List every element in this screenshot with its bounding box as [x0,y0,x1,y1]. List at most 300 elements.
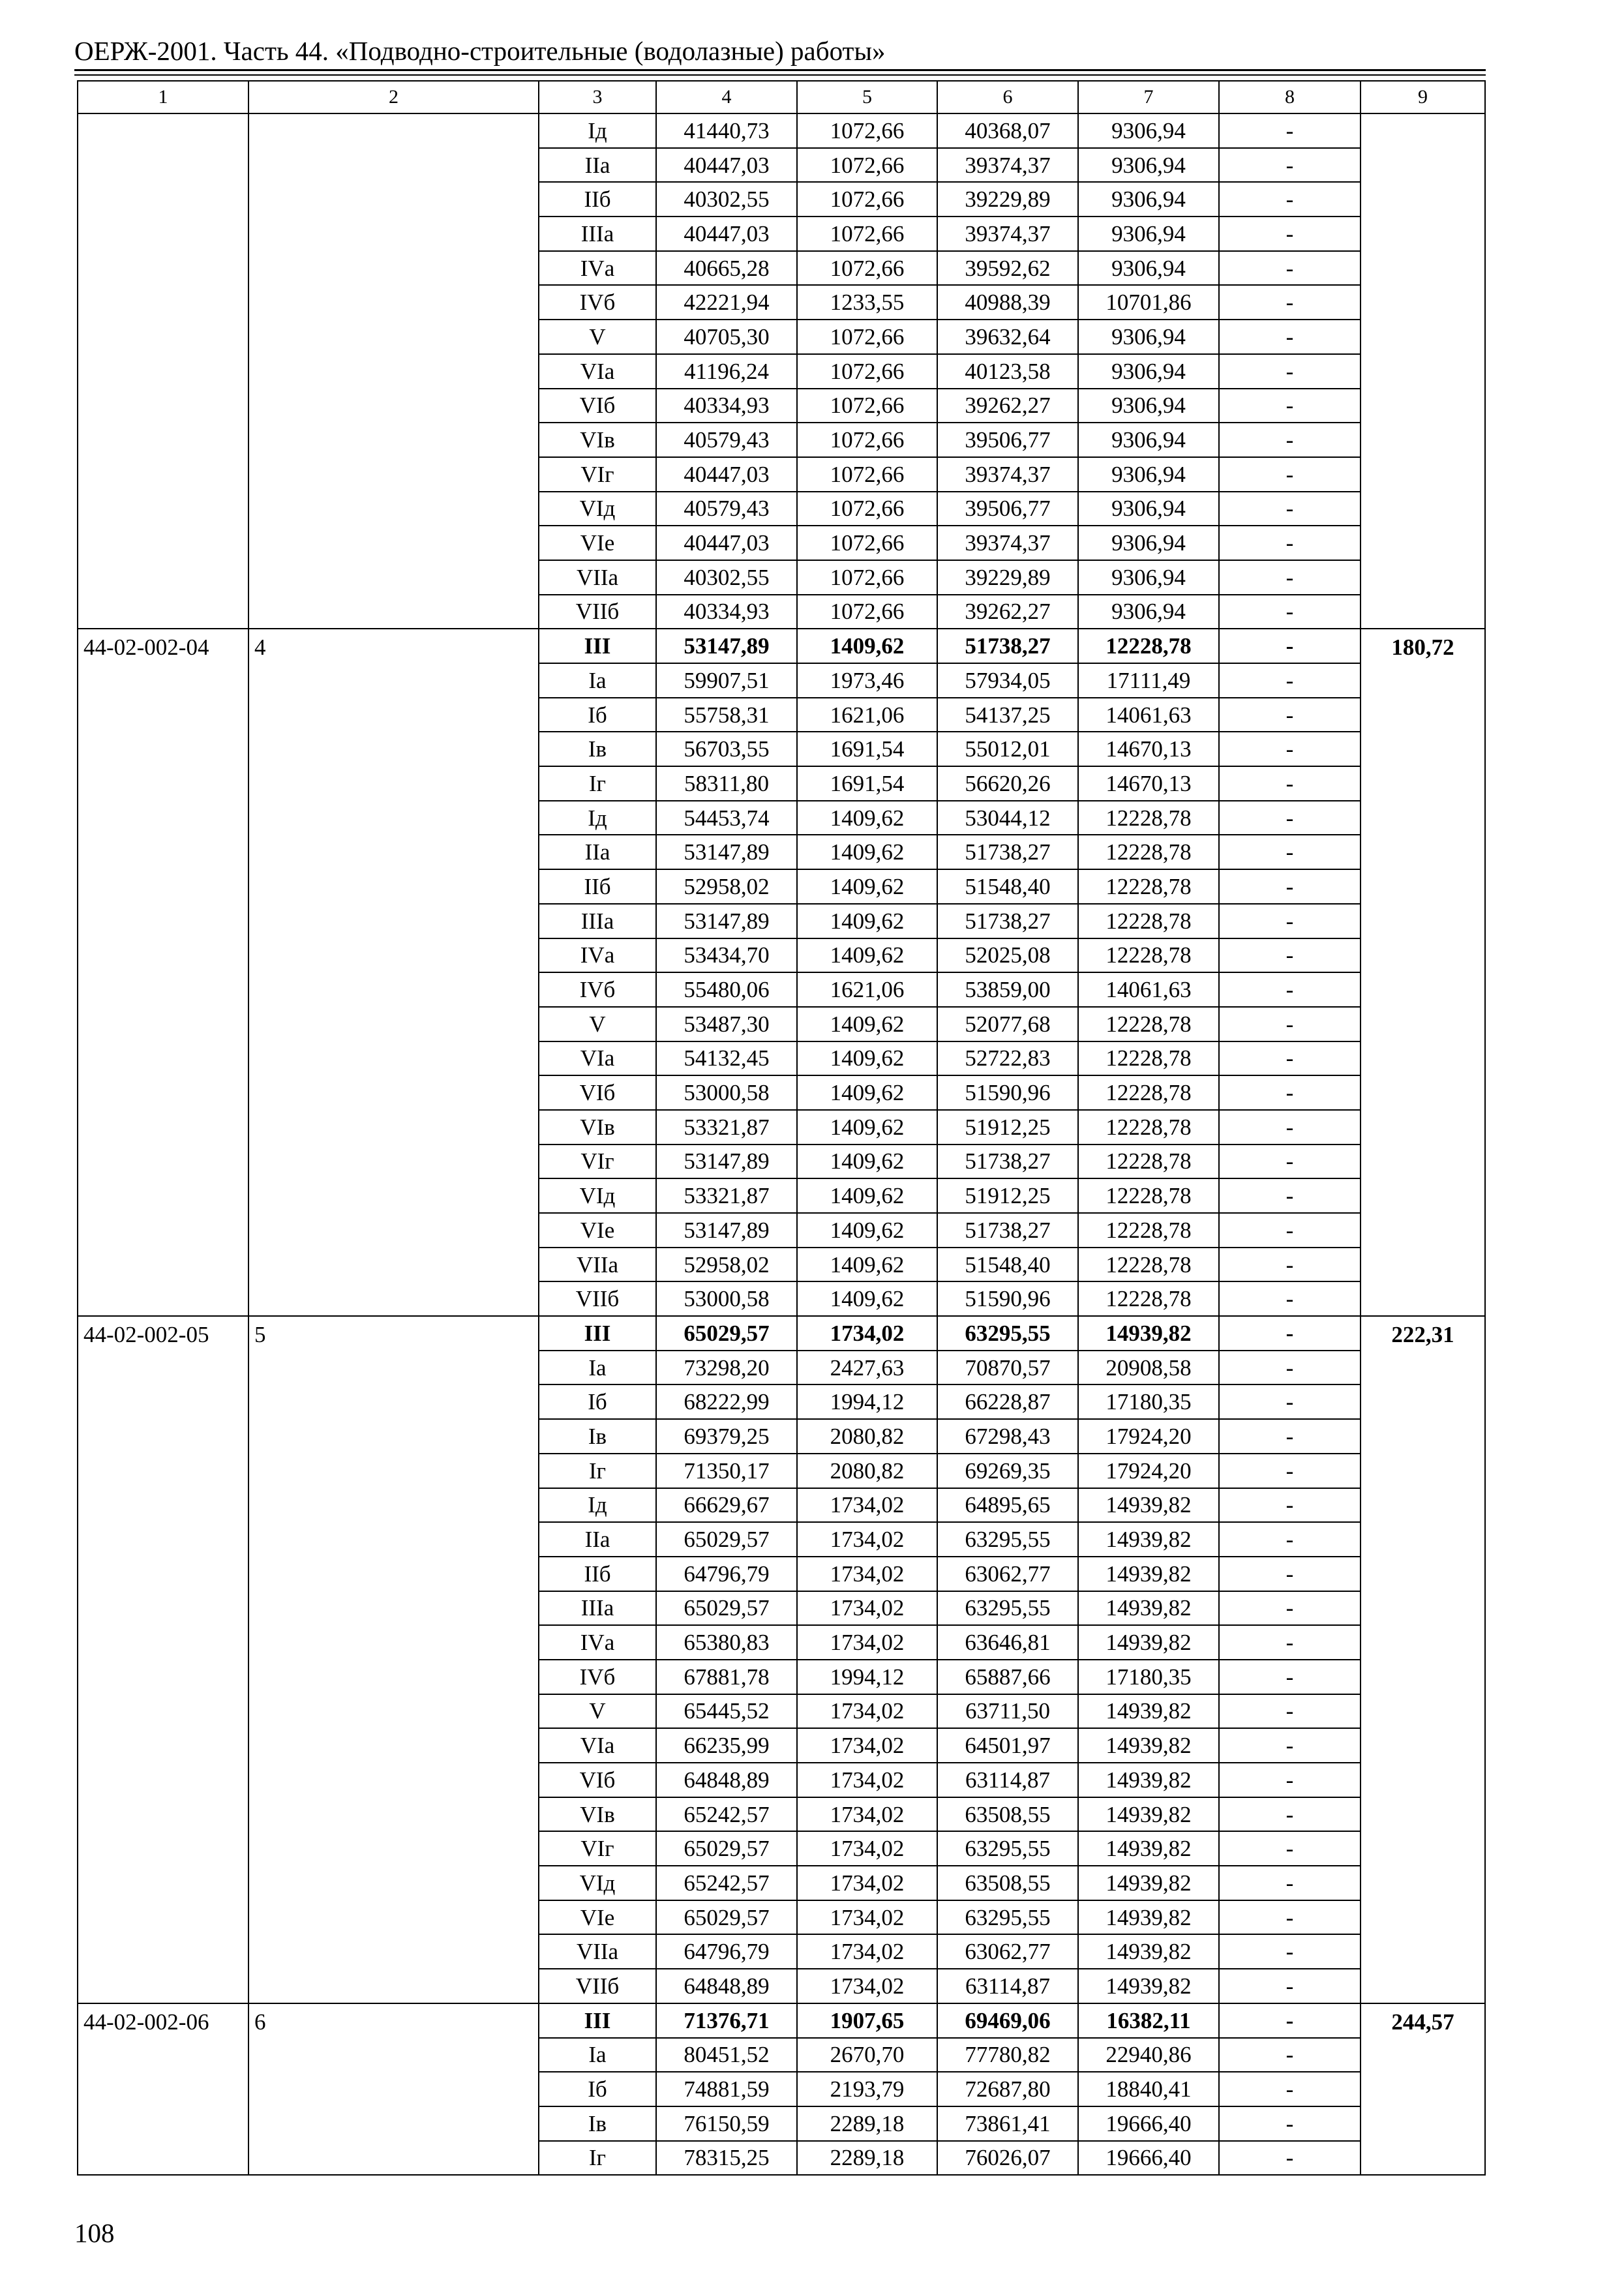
machine-cost-cell: 56620,26 [937,766,1078,801]
driver-wages-cell: 12228,78 [1078,1213,1219,1248]
wages-cell: 1409,62 [797,1110,937,1144]
driver-wages-cell: 9306,94 [1078,148,1219,183]
zone-cell: VIе [539,526,656,560]
materials-cell: - [1219,354,1361,389]
zone-cell: Iб [539,1384,656,1419]
wages-cell: 1409,62 [797,904,937,938]
zone-cell: Iв [539,1419,656,1454]
total-cost-cell: 53321,87 [656,1178,797,1213]
wages-cell: 1072,66 [797,457,937,492]
wages-cell: 1734,02 [797,1625,937,1660]
zone-cell: Iг [539,766,656,801]
materials-cell: - [1219,1351,1361,1385]
materials-cell: - [1219,1041,1361,1076]
materials-cell: - [1219,1900,1361,1935]
driver-wages-cell: 9306,94 [1078,320,1219,354]
zone-cell: Iг [539,2141,656,2176]
driver-wages-cell: 12228,78 [1078,1075,1219,1110]
page-title: ОЕРЖ-2001. Часть 44. «Подводно-строительные (водолазные) работы» [74,36,886,66]
wages-cell: 1409,62 [797,835,937,869]
wages-cell: 1409,62 [797,1007,937,1041]
total-cost-cell: 40705,30 [656,320,797,354]
driver-wages-cell: 14939,82 [1078,1625,1219,1660]
wages-cell: 1973,46 [797,663,937,698]
total-cost-cell: 55758,31 [656,698,797,732]
driver-wages-cell: 9306,94 [1078,595,1219,629]
zone-cell: VIа [539,1041,656,1076]
materials-cell: - [1219,1419,1361,1454]
driver-wages-cell: 12228,78 [1078,629,1219,663]
machine-cost-cell: 63508,55 [937,1866,1078,1900]
machine-cost-cell: 52722,83 [937,1041,1078,1076]
materials-cell: - [1219,904,1361,938]
driver-wages-cell: 12228,78 [1078,1281,1219,1316]
driver-wages-cell: 17111,49 [1078,663,1219,698]
driver-wages-cell: 14939,82 [1078,1728,1219,1763]
machine-cost-cell: 72687,80 [937,2072,1078,2106]
machine-cost-cell: 77780,82 [937,2038,1078,2072]
page-number: 108 [74,2218,115,2248]
wages-cell: 2193,79 [797,2072,937,2106]
total-cost-cell: 68222,99 [656,1384,797,1419]
machine-cost-cell: 63114,87 [937,1969,1078,2003]
machine-cost-cell: 39592,62 [937,251,1078,286]
zone-cell: Iв [539,2106,656,2141]
rate-name: 4 [248,629,539,1316]
machine-cost-cell: 63295,55 [937,1522,1078,1557]
materials-cell: - [1219,182,1361,217]
machine-cost-cell: 63062,77 [937,1934,1078,1969]
column-header: 8 [1219,81,1361,113]
driver-wages-cell: 14939,82 [1078,1900,1219,1935]
zone-cell: IIIа [539,1591,656,1626]
wages-cell: 1734,02 [797,1591,937,1626]
materials-cell: - [1219,423,1361,457]
rate-code: 44-02-002-06 [78,2003,248,2175]
zone-cell: IIа [539,1522,656,1557]
rate-name: 5 [248,1316,539,2003]
materials-cell: - [1219,1763,1361,1797]
zone-cell: Iг [539,1454,656,1488]
materials-cell: - [1219,2141,1361,2176]
materials-cell: - [1219,1454,1361,1488]
wages-cell: 1621,06 [797,972,937,1007]
zone-cell: III [539,2003,656,2038]
driver-wages-cell: 14939,82 [1078,1763,1219,1797]
driver-wages-cell: 14061,63 [1078,972,1219,1007]
total-cost-cell: 40447,03 [656,526,797,560]
total-cost-cell: 65029,57 [656,1900,797,1935]
header-rule-thin [74,74,1486,76]
rate-code: 44-02-002-04 [78,629,248,1316]
wages-cell: 1734,02 [797,1694,937,1729]
driver-wages-cell: 12228,78 [1078,1041,1219,1076]
zone-cell: VIд [539,1866,656,1900]
driver-wages-cell: 18840,41 [1078,2072,1219,2106]
zone-cell: VIа [539,1728,656,1763]
driver-wages-cell: 14670,13 [1078,732,1219,766]
machine-cost-cell: 64895,65 [937,1488,1078,1523]
materials-cell: - [1219,285,1361,320]
column-header: 5 [797,81,937,113]
machine-cost-cell: 39374,37 [937,148,1078,183]
materials-cell: - [1219,1934,1361,1969]
wages-cell: 1072,66 [797,389,937,423]
total-cost-cell: 55480,06 [656,972,797,1007]
materials-cell: - [1219,389,1361,423]
column-header: 3 [539,81,656,113]
column-header: 9 [1361,81,1485,113]
wages-cell: 1072,66 [797,526,937,560]
driver-wages-cell: 12228,78 [1078,835,1219,869]
materials-cell: - [1219,1728,1361,1763]
materials-cell: - [1219,1384,1361,1419]
machine-cost-cell: 40988,39 [937,285,1078,320]
driver-wages-cell: 22940,86 [1078,2038,1219,2072]
materials-cell: - [1219,457,1361,492]
total-cost-cell: 54132,45 [656,1041,797,1076]
materials-cell: - [1219,1866,1361,1900]
labor-cost-cell: 244,57 [1361,2003,1485,2175]
wages-cell: 2080,82 [797,1454,937,1488]
zone-cell: IVа [539,251,656,286]
machine-cost-cell: 39506,77 [937,492,1078,526]
total-cost-cell: 65029,57 [656,1591,797,1626]
machine-cost-cell: 63114,87 [937,1763,1078,1797]
wages-cell: 1409,62 [797,629,937,663]
driver-wages-cell: 9306,94 [1078,457,1219,492]
wages-cell: 1734,02 [797,1488,937,1523]
materials-cell: - [1219,2072,1361,2106]
wages-cell: 1734,02 [797,1866,937,1900]
wages-cell: 1409,62 [797,869,937,904]
zone-cell: IIа [539,148,656,183]
total-cost-cell: 40334,93 [656,595,797,629]
total-cost-cell: 80451,52 [656,2038,797,2072]
total-cost-cell: 53321,87 [656,1110,797,1144]
total-cost-cell: 71350,17 [656,1454,797,1488]
zone-cell: IIб [539,869,656,904]
machine-cost-cell: 54137,25 [937,698,1078,732]
materials-cell: - [1219,801,1361,835]
wages-cell: 1621,06 [797,698,937,732]
total-cost-cell: 40579,43 [656,492,797,526]
wages-cell: 1994,12 [797,1384,937,1419]
machine-cost-cell: 55012,01 [937,732,1078,766]
total-cost-cell: 56703,55 [656,732,797,766]
wages-cell: 1072,66 [797,560,937,595]
machine-cost-cell: 53859,00 [937,972,1078,1007]
machine-cost-cell: 39262,27 [937,389,1078,423]
table-row [78,113,1485,148]
total-cost-cell: 40665,28 [656,251,797,286]
zone-cell: III [539,1316,656,1351]
driver-wages-cell: 14939,82 [1078,1934,1219,1969]
zone-cell: VIе [539,1213,656,1248]
materials-cell: - [1219,1178,1361,1213]
wages-cell: 1409,62 [797,1075,937,1110]
materials-cell: - [1219,732,1361,766]
materials-cell: - [1219,698,1361,732]
driver-wages-cell: 9306,94 [1078,560,1219,595]
driver-wages-cell: 16382,11 [1078,2003,1219,2038]
wages-cell: 1994,12 [797,1660,937,1694]
total-cost-cell: 67881,78 [656,1660,797,1694]
machine-cost-cell: 63646,81 [937,1625,1078,1660]
zone-cell: VIг [539,1144,656,1179]
total-cost-cell: 64848,89 [656,1969,797,2003]
machine-cost-cell: 39506,77 [937,423,1078,457]
wages-cell: 1072,66 [797,492,937,526]
machine-cost-cell: 52077,68 [937,1007,1078,1041]
machine-cost-cell: 39374,37 [937,526,1078,560]
wages-cell: 1734,02 [797,1969,937,2003]
total-cost-cell: 64796,79 [656,1934,797,1969]
wages-cell: 1691,54 [797,766,937,801]
driver-wages-cell: 14939,82 [1078,1694,1219,1729]
machine-cost-cell: 51590,96 [937,1281,1078,1316]
materials-cell: - [1219,1557,1361,1591]
machine-cost-cell: 51548,40 [937,1248,1078,1282]
total-cost-cell: 53487,30 [656,1007,797,1041]
total-cost-cell: 40447,03 [656,217,797,251]
zone-cell: V [539,320,656,354]
wages-cell: 1072,66 [797,217,937,251]
zone-cell: IVа [539,1625,656,1660]
machine-cost-cell: 73861,41 [937,2106,1078,2141]
wages-cell: 1072,66 [797,148,937,183]
total-cost-cell: 66235,99 [656,1728,797,1763]
machine-cost-cell: 39374,37 [937,457,1078,492]
zone-cell: V [539,1007,656,1041]
zone-cell: IIIа [539,217,656,251]
materials-cell: - [1219,560,1361,595]
driver-wages-cell: 14939,82 [1078,1866,1219,1900]
zone-cell: VIIа [539,560,656,595]
total-cost-cell: 53147,89 [656,1144,797,1179]
materials-cell: - [1219,526,1361,560]
driver-wages-cell: 12228,78 [1078,1110,1219,1144]
zone-cell: Iа [539,2038,656,2072]
wages-cell: 1409,62 [797,1281,937,1316]
zone-cell: IIб [539,1557,656,1591]
machine-cost-cell: 70870,57 [937,1351,1078,1385]
zone-cell: Iа [539,1351,656,1385]
total-cost-cell: 54453,74 [656,801,797,835]
materials-cell: - [1219,1213,1361,1248]
driver-wages-cell: 12228,78 [1078,1178,1219,1213]
table-row [78,1316,1485,1351]
machine-cost-cell: 51912,25 [937,1178,1078,1213]
total-cost-cell: 59907,51 [656,663,797,698]
machine-cost-cell: 63295,55 [937,1591,1078,1626]
driver-wages-cell: 17180,35 [1078,1384,1219,1419]
total-cost-cell: 40334,93 [656,389,797,423]
materials-cell: - [1219,869,1361,904]
total-cost-cell: 53147,89 [656,629,797,663]
rate-code: 44-02-002-05 [78,1316,248,2003]
materials-cell: - [1219,492,1361,526]
wages-cell: 1691,54 [797,732,937,766]
zone-cell: VIд [539,492,656,526]
machine-cost-cell: 51738,27 [937,904,1078,938]
zone-cell: IVб [539,285,656,320]
driver-wages-cell: 14670,13 [1078,766,1219,801]
materials-cell: - [1219,835,1361,869]
wages-cell: 2289,18 [797,2106,937,2141]
driver-wages-cell: 12228,78 [1078,801,1219,835]
wages-cell: 1072,66 [797,182,937,217]
driver-wages-cell: 20908,58 [1078,1351,1219,1385]
total-cost-cell: 53147,89 [656,1213,797,1248]
total-cost-cell: 65029,57 [656,1316,797,1351]
machine-cost-cell: 65887,66 [937,1660,1078,1694]
total-cost-cell: 66629,67 [656,1488,797,1523]
zone-cell: VIд [539,1178,656,1213]
wages-cell: 1072,66 [797,354,937,389]
machine-cost-cell: 51548,40 [937,869,1078,904]
driver-wages-cell: 14939,82 [1078,1557,1219,1591]
wages-cell: 1409,62 [797,801,937,835]
machine-cost-cell: 40123,58 [937,354,1078,389]
total-cost-cell: 71376,71 [656,2003,797,2038]
zone-cell: V [539,1694,656,1729]
zone-cell: VIг [539,457,656,492]
wages-cell: 1734,02 [797,1522,937,1557]
zone-cell: VIв [539,423,656,457]
materials-cell: - [1219,1969,1361,2003]
wages-cell: 1072,66 [797,251,937,286]
driver-wages-cell: 9306,94 [1078,492,1219,526]
zone-cell: III [539,629,656,663]
driver-wages-cell: 14939,82 [1078,1316,1219,1351]
materials-cell: - [1219,2003,1361,2038]
column-header: 6 [937,81,1078,113]
machine-cost-cell: 51738,27 [937,835,1078,869]
zone-cell: VIв [539,1797,656,1832]
zone-cell: Iв [539,732,656,766]
machine-cost-cell: 51738,27 [937,1144,1078,1179]
total-cost-cell: 53147,89 [656,835,797,869]
materials-cell: - [1219,663,1361,698]
total-cost-cell: 53000,58 [656,1281,797,1316]
rate-code [78,113,248,629]
total-cost-cell: 65445,52 [656,1694,797,1729]
driver-wages-cell: 12228,78 [1078,1144,1219,1179]
driver-wages-cell: 12228,78 [1078,1248,1219,1282]
column-header: 1 [78,81,248,113]
machine-cost-cell: 66228,87 [937,1384,1078,1419]
machine-cost-cell: 51738,27 [937,1213,1078,1248]
machine-cost-cell: 63508,55 [937,1797,1078,1832]
driver-wages-cell: 12228,78 [1078,1007,1219,1041]
materials-cell: - [1219,766,1361,801]
total-cost-cell: 52958,02 [656,1248,797,1282]
column-header: 7 [1078,81,1219,113]
zone-cell: VIIа [539,1248,656,1282]
wages-cell: 1409,62 [797,1041,937,1076]
table-row [78,629,1485,663]
driver-wages-cell: 12228,78 [1078,938,1219,973]
labor-cost-cell [1361,113,1485,629]
materials-cell: - [1219,1075,1361,1110]
materials-cell: - [1219,1522,1361,1557]
wages-cell: 2289,18 [797,2141,937,2176]
column-header: 4 [656,81,797,113]
zone-cell: Iд [539,801,656,835]
total-cost-cell: 58311,80 [656,766,797,801]
machine-cost-cell: 57934,05 [937,663,1078,698]
total-cost-cell: 52958,02 [656,869,797,904]
machine-cost-cell: 39374,37 [937,217,1078,251]
total-cost-cell: 65242,57 [656,1797,797,1832]
zone-cell: Iб [539,698,656,732]
wages-cell: 1734,02 [797,1797,937,1832]
wages-cell: 1233,55 [797,285,937,320]
wages-cell: 1409,62 [797,1248,937,1282]
machine-cost-cell: 63295,55 [937,1900,1078,1935]
materials-cell: - [1219,2038,1361,2072]
machine-cost-cell: 40368,07 [937,113,1078,148]
materials-cell: - [1219,1110,1361,1144]
machine-cost-cell: 39229,89 [937,560,1078,595]
driver-wages-cell: 17924,20 [1078,1454,1219,1488]
machine-cost-cell: 63062,77 [937,1557,1078,1591]
total-cost-cell: 53434,70 [656,938,797,973]
driver-wages-cell: 14939,82 [1078,1797,1219,1832]
total-cost-cell: 41440,73 [656,113,797,148]
wages-cell: 1734,02 [797,1316,937,1351]
driver-wages-cell: 9306,94 [1078,182,1219,217]
materials-cell: - [1219,1144,1361,1179]
total-cost-cell: 74881,59 [656,2072,797,2106]
wages-cell: 1072,66 [797,595,937,629]
materials-cell: - [1219,1694,1361,1729]
wages-cell: 1734,02 [797,1557,937,1591]
table-row [78,2003,1485,2038]
wages-cell: 1734,02 [797,1763,937,1797]
driver-wages-cell: 9306,94 [1078,423,1219,457]
column-header: 2 [248,81,539,113]
materials-cell: - [1219,1488,1361,1523]
materials-cell: - [1219,113,1361,148]
machine-cost-cell: 63295,55 [937,1316,1078,1351]
zone-cell: Iб [539,2072,656,2106]
header-rule [74,69,1486,71]
materials-cell: - [1219,1316,1361,1351]
machine-cost-cell: 51590,96 [937,1075,1078,1110]
materials-cell: - [1219,320,1361,354]
total-cost-cell: 73298,20 [656,1351,797,1385]
zone-cell: IVб [539,1660,656,1694]
machine-cost-cell: 76026,07 [937,2141,1078,2176]
driver-wages-cell: 9306,94 [1078,251,1219,286]
wages-cell: 1907,65 [797,2003,937,2038]
wages-cell: 1409,62 [797,938,937,973]
total-cost-cell: 40302,55 [656,560,797,595]
driver-wages-cell: 9306,94 [1078,113,1219,148]
driver-wages-cell: 14939,82 [1078,1591,1219,1626]
zone-cell: Iа [539,663,656,698]
price-table [77,80,1486,2176]
materials-cell: - [1219,148,1361,183]
total-cost-cell: 65029,57 [656,1831,797,1866]
total-cost-cell: 40447,03 [656,148,797,183]
wages-cell: 1072,66 [797,423,937,457]
column-number-row [78,81,1485,113]
total-cost-cell: 64848,89 [656,1763,797,1797]
zone-cell: VIб [539,389,656,423]
